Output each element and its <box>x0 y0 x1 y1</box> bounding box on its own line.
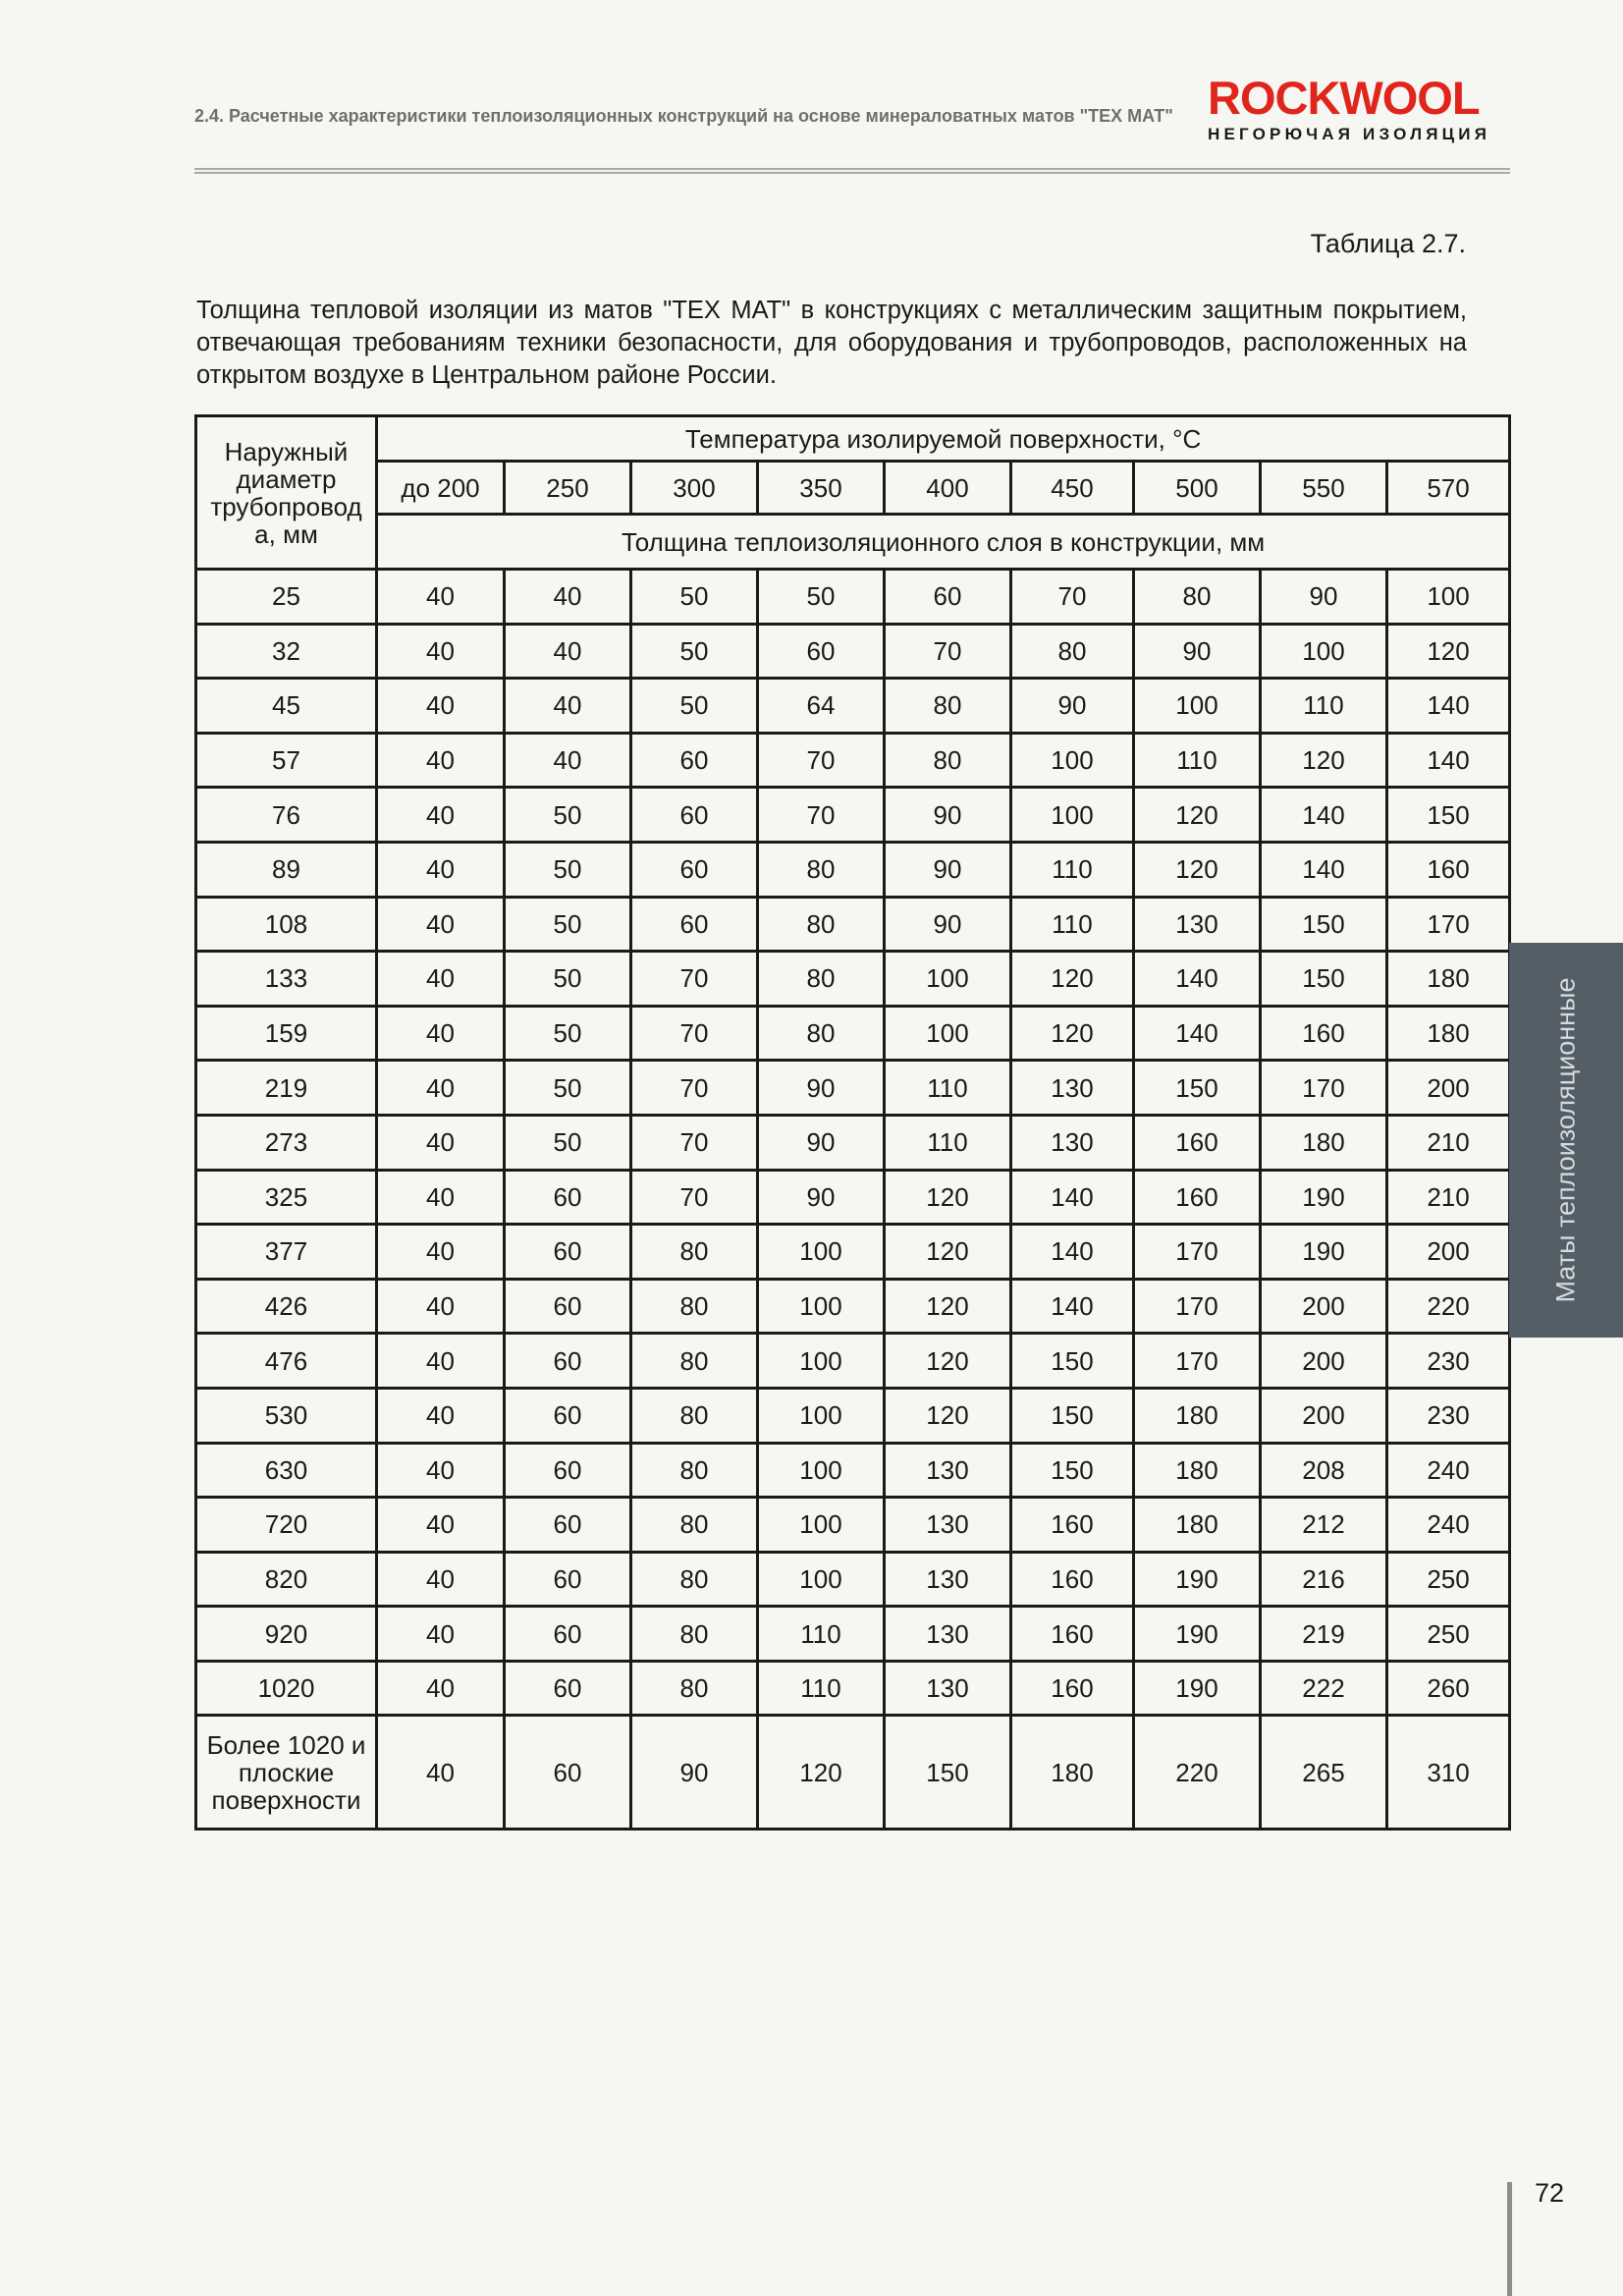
thickness-cell: 80 <box>631 1661 758 1716</box>
thickness-cell: 130 <box>1011 1115 1134 1170</box>
thickness-cell: 160 <box>1011 1607 1134 1662</box>
thickness-cell: 170 <box>1134 1334 1261 1389</box>
page-number: 72 <box>1535 2178 1565 2208</box>
thickness-cell: 140 <box>1011 1170 1134 1225</box>
thickness-cell: 220 <box>1387 1279 1510 1334</box>
thickness-cell: 70 <box>1011 570 1134 625</box>
thickness-cell: 90 <box>631 1716 758 1830</box>
temperature-column-header: 550 <box>1261 462 1387 515</box>
thickness-cell: 110 <box>1261 679 1387 734</box>
thickness-cell: 130 <box>1011 1061 1134 1116</box>
thickness-cell: 50 <box>631 570 758 625</box>
thickness-cell: 40 <box>377 1061 505 1116</box>
thickness-cell: 40 <box>377 1225 505 1280</box>
thickness-cell: 90 <box>885 788 1011 843</box>
temperature-column-header: 300 <box>631 462 758 515</box>
table-caption: Толщина тепловой изоляции из матов "ТЕХ МАТ" в конструкциях с металлическим защитным покрытием, отвечающая требованиям техники безопасности, для оборудования и трубопроводов, расположенных на открытом воздухе в Центральном районе России. <box>196 297 1467 389</box>
thickness-cell: 40 <box>377 952 505 1007</box>
thickness-cell: 60 <box>631 733 758 788</box>
thickness-cell: 130 <box>885 1607 1011 1662</box>
thickness-cell: 100 <box>1261 624 1387 679</box>
thickness-cell: 70 <box>758 788 885 843</box>
table-row <box>196 1225 1510 1280</box>
thickness-cell: 40 <box>505 570 631 625</box>
thickness-cell: 120 <box>758 1716 885 1830</box>
thickness-cell: 80 <box>631 1552 758 1607</box>
thickness-cell: 190 <box>1134 1661 1261 1716</box>
thickness-cell: 80 <box>631 1225 758 1280</box>
thickness-cell: 40 <box>377 1661 505 1716</box>
thickness-cell: 60 <box>758 624 885 679</box>
table-row <box>196 1661 1510 1716</box>
thickness-cell: 80 <box>631 1334 758 1389</box>
thickness-cell: 240 <box>1387 1498 1510 1553</box>
thickness-cell: 90 <box>885 897 1011 952</box>
table-row <box>196 1552 1510 1607</box>
thickness-cell: 80 <box>631 1607 758 1662</box>
side-section-tab <box>1509 943 1623 1338</box>
thickness-cell: 70 <box>631 952 758 1007</box>
thickness-cell: 100 <box>1011 788 1134 843</box>
thickness-cell: 50 <box>505 897 631 952</box>
thickness-cell: 160 <box>1387 842 1510 897</box>
thickness-cell: 130 <box>885 1498 1011 1553</box>
thickness-cell: 40 <box>505 679 631 734</box>
thickness-cell: 120 <box>1134 788 1261 843</box>
thickness-cell: 80 <box>631 1443 758 1498</box>
thickness-cell: 120 <box>885 1279 1011 1334</box>
thickness-cell: 170 <box>1134 1279 1261 1334</box>
thickness-cell: 40 <box>377 1607 505 1662</box>
thickness-cell: 208 <box>1261 1443 1387 1498</box>
thickness-cell: 40 <box>377 1170 505 1225</box>
thickness-cell: 110 <box>1011 842 1134 897</box>
diameter-cell: 133 <box>196 952 377 1007</box>
thickness-cell: 180 <box>1261 1115 1387 1170</box>
diameter-cell: 325 <box>196 1170 377 1225</box>
temperature-column-header: 250 <box>505 462 631 515</box>
thickness-cell: 150 <box>1387 788 1510 843</box>
thickness-cell: 130 <box>885 1443 1011 1498</box>
thickness-cell: 40 <box>505 624 631 679</box>
thickness-cell: 110 <box>885 1115 1011 1170</box>
thickness-cell: 210 <box>1387 1115 1510 1170</box>
thickness-cell: 160 <box>1011 1498 1134 1553</box>
thickness-cell: 180 <box>1387 952 1510 1007</box>
thickness-cell: 100 <box>758 1334 885 1389</box>
thickness-cell: 50 <box>505 842 631 897</box>
thickness-cell: 120 <box>885 1225 1011 1280</box>
thickness-cell: 70 <box>885 624 1011 679</box>
diameter-cell: 108 <box>196 897 377 952</box>
side-tab-label: Маты теплоизоляционные <box>1550 977 1581 1303</box>
thickness-cell: 150 <box>1011 1443 1134 1498</box>
thickness-cell: 130 <box>885 1661 1011 1716</box>
thickness-cell: 212 <box>1261 1498 1387 1553</box>
thickness-cell: 200 <box>1261 1279 1387 1334</box>
thickness-cell: 60 <box>505 1661 631 1716</box>
thickness-cell: 180 <box>1134 1388 1261 1443</box>
thickness-cell: 40 <box>377 624 505 679</box>
table-row <box>196 952 1510 1007</box>
header-divider <box>194 168 1510 170</box>
thickness-cell: 70 <box>758 733 885 788</box>
table-body <box>196 570 1510 1830</box>
thickness-cell: 60 <box>505 1334 631 1389</box>
thickness-cell: 40 <box>377 570 505 625</box>
diameter-cell: 89 <box>196 842 377 897</box>
logo-wordmark: ROCKWOOL <box>1208 72 1480 124</box>
thickness-cell: 80 <box>758 952 885 1007</box>
thickness-cell: 40 <box>377 1443 505 1498</box>
thickness-header: Толщина теплоизоляционного слоя в конструкции, мм <box>377 515 1510 570</box>
temperature-column-header: 450 <box>1011 462 1134 515</box>
diameter-cell: 1020 <box>196 1661 377 1716</box>
table-row <box>196 1443 1510 1498</box>
thickness-cell: 120 <box>885 1170 1011 1225</box>
thickness-cell: 120 <box>1011 952 1134 1007</box>
table-row <box>196 788 1510 843</box>
thickness-cell: 120 <box>1261 733 1387 788</box>
header-divider-thin <box>194 172 1510 174</box>
thickness-cell: 60 <box>505 1443 631 1498</box>
thickness-cell: 170 <box>1387 897 1510 952</box>
diameter-cell: 32 <box>196 624 377 679</box>
thickness-cell: 260 <box>1387 1661 1510 1716</box>
thickness-cell: 150 <box>1261 897 1387 952</box>
thickness-cell: 80 <box>885 733 1011 788</box>
thickness-cell: 50 <box>631 679 758 734</box>
thickness-cell: 100 <box>1387 570 1510 625</box>
thickness-cell: 50 <box>505 1006 631 1061</box>
thickness-cell: 130 <box>1134 897 1261 952</box>
thickness-cell: 100 <box>885 952 1011 1007</box>
thickness-cell: 210 <box>1387 1170 1510 1225</box>
diameter-cell: 273 <box>196 1115 377 1170</box>
thickness-cell: 190 <box>1134 1607 1261 1662</box>
diameter-cell: 630 <box>196 1443 377 1498</box>
thickness-cell: 50 <box>505 788 631 843</box>
thickness-cell: 90 <box>758 1115 885 1170</box>
thickness-cell: 90 <box>758 1061 885 1116</box>
thickness-cell: 70 <box>631 1170 758 1225</box>
thickness-cell: 70 <box>631 1061 758 1116</box>
temperature-column-header: 400 <box>885 462 1011 515</box>
diameter-cell: 25 <box>196 570 377 625</box>
diameter-cell: 820 <box>196 1552 377 1607</box>
temperature-column-header: 350 <box>758 462 885 515</box>
thickness-cell: 60 <box>505 1170 631 1225</box>
thickness-cell: 190 <box>1261 1225 1387 1280</box>
table-row <box>196 842 1510 897</box>
thickness-cell: 70 <box>631 1006 758 1061</box>
thickness-cell: 140 <box>1134 1006 1261 1061</box>
diameter-cell: 45 <box>196 679 377 734</box>
thickness-cell: 160 <box>1134 1115 1261 1170</box>
thickness-cell: 120 <box>1011 1006 1134 1061</box>
table-row <box>196 1388 1510 1443</box>
table-row <box>196 733 1510 788</box>
table-number: Таблица 2.7. <box>1310 229 1466 258</box>
thickness-cell: 40 <box>377 733 505 788</box>
thickness-cell: 170 <box>1261 1061 1387 1116</box>
thickness-cell: 60 <box>505 1498 631 1553</box>
table-header <box>196 416 1510 570</box>
table-row <box>196 679 1510 734</box>
thickness-cell: 60 <box>505 1225 631 1280</box>
table-row <box>196 1061 1510 1116</box>
thickness-cell: 40 <box>377 1388 505 1443</box>
diameter-cell: 76 <box>196 788 377 843</box>
thickness-cell: 140 <box>1387 679 1510 734</box>
table-row <box>196 1607 1510 1662</box>
thickness-cell: 110 <box>758 1661 885 1716</box>
section-title: 2.4. Расчетные характеристики теплоизоляционных конструкций на основе минераловатных матов "ТЕХ МАТ" <box>194 106 1173 126</box>
table-row <box>196 570 1510 625</box>
diameter-cell: 57 <box>196 733 377 788</box>
diameter-cell: 530 <box>196 1388 377 1443</box>
thickness-cell: 180 <box>1134 1498 1261 1553</box>
diameter-cell: 720 <box>196 1498 377 1553</box>
diameter-header: Наружный диаметр трубопровод а, мм <box>196 416 377 570</box>
thickness-cell: 160 <box>1134 1170 1261 1225</box>
thickness-cell: 40 <box>377 897 505 952</box>
thickness-cell: 140 <box>1261 842 1387 897</box>
thickness-cell: 190 <box>1134 1552 1261 1607</box>
thickness-cell: 64 <box>758 679 885 734</box>
thickness-cell: 100 <box>758 1388 885 1443</box>
thickness-cell: 150 <box>1134 1061 1261 1116</box>
thickness-cell: 150 <box>1261 952 1387 1007</box>
thickness-cell: 180 <box>1387 1006 1510 1061</box>
thickness-cell: 265 <box>1261 1716 1387 1830</box>
thickness-cell: 60 <box>631 788 758 843</box>
thickness-cell: 40 <box>377 679 505 734</box>
thickness-cell: 220 <box>1134 1716 1261 1830</box>
thickness-cell: 90 <box>1134 624 1261 679</box>
thickness-cell: 150 <box>1011 1388 1134 1443</box>
thickness-cell: 100 <box>885 1006 1011 1061</box>
thickness-cell: 120 <box>885 1334 1011 1389</box>
thickness-cell: 80 <box>631 1279 758 1334</box>
diameter-cell: 219 <box>196 1061 377 1116</box>
thickness-cell: 150 <box>885 1716 1011 1830</box>
thickness-cell: 120 <box>1387 624 1510 679</box>
thickness-cell: 110 <box>758 1607 885 1662</box>
thickness-cell: 90 <box>885 842 1011 897</box>
thickness-cell: 100 <box>758 1443 885 1498</box>
thickness-cell: 40 <box>377 1498 505 1553</box>
insulation-thickness-table <box>194 414 1511 1831</box>
thickness-cell: 40 <box>377 1115 505 1170</box>
thickness-cell: 230 <box>1387 1388 1510 1443</box>
thickness-cell: 80 <box>631 1498 758 1553</box>
thickness-cell: 120 <box>885 1388 1011 1443</box>
thickness-cell: 120 <box>1134 842 1261 897</box>
thickness-cell: 100 <box>758 1498 885 1553</box>
thickness-cell: 60 <box>505 1716 631 1830</box>
thickness-cell: 160 <box>1011 1552 1134 1607</box>
table-row <box>196 1498 1510 1553</box>
thickness-cell: 80 <box>885 679 1011 734</box>
temperature-columns-row <box>196 462 1510 515</box>
diameter-cell: 159 <box>196 1006 377 1061</box>
thickness-cell: 80 <box>758 1006 885 1061</box>
thickness-cell: 40 <box>377 1279 505 1334</box>
thickness-cell: 60 <box>631 842 758 897</box>
thickness-cell: 240 <box>1387 1443 1510 1498</box>
thickness-cell: 40 <box>377 1334 505 1389</box>
table-row <box>196 1170 1510 1225</box>
table-row <box>196 1334 1510 1389</box>
temperature-column-header: 500 <box>1134 462 1261 515</box>
thickness-cell: 40 <box>377 788 505 843</box>
thickness-cell: 40 <box>377 842 505 897</box>
thickness-cell: 90 <box>1011 679 1134 734</box>
thickness-cell: 310 <box>1387 1716 1510 1830</box>
thickness-cell: 60 <box>505 1279 631 1334</box>
thickness-cell: 100 <box>758 1279 885 1334</box>
thickness-cell: 80 <box>758 842 885 897</box>
thickness-cell: 90 <box>758 1170 885 1225</box>
thickness-cell: 250 <box>1387 1552 1510 1607</box>
thickness-cell: 70 <box>631 1115 758 1170</box>
thickness-cell: 140 <box>1011 1279 1134 1334</box>
thickness-cell: 160 <box>1261 1006 1387 1061</box>
logo-tagline: НЕГОРЮЧАЯ ИЗОЛЯЦИЯ <box>1208 125 1491 143</box>
thickness-cell: 250 <box>1387 1607 1510 1662</box>
thickness-cell: 230 <box>1387 1334 1510 1389</box>
thickness-cell: 170 <box>1134 1225 1261 1280</box>
thickness-cell: 200 <box>1387 1225 1510 1280</box>
thickness-cell: 216 <box>1261 1552 1387 1607</box>
thickness-cell: 110 <box>885 1061 1011 1116</box>
thickness-cell: 200 <box>1261 1388 1387 1443</box>
thickness-cell: 200 <box>1261 1334 1387 1389</box>
thickness-cell: 160 <box>1011 1661 1134 1716</box>
thickness-cell: 90 <box>1261 570 1387 625</box>
thickness-cell: 80 <box>1134 570 1261 625</box>
thickness-cell: 100 <box>1134 679 1261 734</box>
table-row <box>196 1716 1510 1830</box>
rockwool-logo <box>1208 72 1514 145</box>
thickness-cell: 140 <box>1134 952 1261 1007</box>
thickness-cell: 219 <box>1261 1607 1387 1662</box>
diameter-cell: 377 <box>196 1225 377 1280</box>
thickness-cell: 140 <box>1261 788 1387 843</box>
thickness-cell: 140 <box>1387 733 1510 788</box>
thickness-cell: 110 <box>1134 733 1261 788</box>
thickness-cell: 100 <box>758 1225 885 1280</box>
thickness-cell: 150 <box>1011 1334 1134 1389</box>
thickness-cell: 40 <box>377 1006 505 1061</box>
diameter-cell: 426 <box>196 1279 377 1334</box>
table-row <box>196 1006 1510 1061</box>
thickness-cell: 100 <box>758 1552 885 1607</box>
thickness-cell: 180 <box>1134 1443 1261 1498</box>
temperature-header: Температура изолируемой поверхности, °С <box>377 416 1510 462</box>
thickness-cell: 50 <box>505 1115 631 1170</box>
page-number-bar <box>1507 2182 1512 2296</box>
thickness-cell: 60 <box>505 1388 631 1443</box>
thickness-cell: 60 <box>885 570 1011 625</box>
diameter-cell: 476 <box>196 1334 377 1389</box>
table-row <box>196 624 1510 679</box>
table-row <box>196 1279 1510 1334</box>
thickness-cell: 40 <box>377 1716 505 1830</box>
table-row <box>196 897 1510 952</box>
temperature-column-header: 570 <box>1387 462 1510 515</box>
thickness-cell: 60 <box>505 1552 631 1607</box>
thickness-cell: 222 <box>1261 1661 1387 1716</box>
diameter-cell: 920 <box>196 1607 377 1662</box>
thickness-cell: 60 <box>505 1607 631 1662</box>
thickness-cell: 80 <box>758 897 885 952</box>
thickness-cell: 100 <box>1011 733 1134 788</box>
thickness-cell: 50 <box>505 1061 631 1116</box>
temperature-column-header: до 200 <box>377 462 505 515</box>
thickness-cell: 80 <box>631 1388 758 1443</box>
thickness-cell: 110 <box>1011 897 1134 952</box>
thickness-cell: 180 <box>1011 1716 1134 1830</box>
thickness-cell: 40 <box>505 733 631 788</box>
thickness-cell: 50 <box>505 952 631 1007</box>
thickness-cell: 40 <box>377 1552 505 1607</box>
thickness-cell: 200 <box>1387 1061 1510 1116</box>
thickness-cell: 190 <box>1261 1170 1387 1225</box>
thickness-cell: 50 <box>631 624 758 679</box>
thickness-cell: 130 <box>885 1552 1011 1607</box>
diameter-cell: Более 1020 и плоские поверхности <box>196 1716 377 1830</box>
thickness-cell: 50 <box>758 570 885 625</box>
thickness-cell: 60 <box>631 897 758 952</box>
thickness-cell: 80 <box>1011 624 1134 679</box>
table-row <box>196 1115 1510 1170</box>
thickness-cell: 140 <box>1011 1225 1134 1280</box>
